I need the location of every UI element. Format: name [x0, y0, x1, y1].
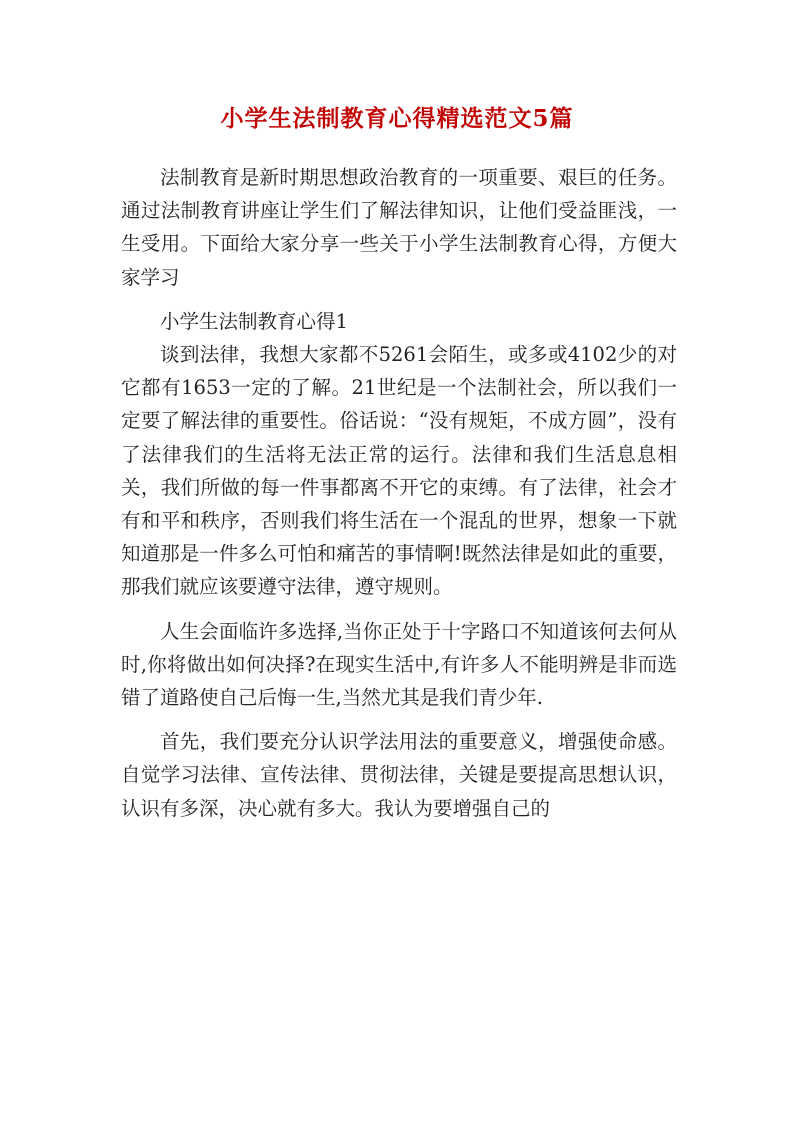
section-heading: 小学生法制教育心得1	[160, 309, 348, 333]
document-body	[121, 161, 677, 825]
intro-paragraph: 法制教育是新时期思想政治教育的一项重要、艰巨的任务。通过法制教育讲座让学生们了解法律知识，让他们受益匪浅，一生受用。下面给大家分享一些关于小学生法制教育心得，方便大家学习	[121, 166, 677, 289]
document-title: 小学生法制教育心得精选范文5篇	[220, 105, 574, 132]
body-paragraph-3: 首先，我们要充分认识学法用法的重要意义，增强使命感。自觉学习法律、宣传法律、贯彻法律，关键是要提高思想认识，认识有多深，决心就有多大。我认为要增强自己的	[121, 730, 677, 820]
body-paragraph-1: 谈到法律，我想大家都不5261会陌生，或多或4102少的对它都有1653一定的了解。21世纪是一个法制社会，所以我们一定要了解法律的重要性。俗话说：“没有规矩，不成方圆”，没有了法律我们的生活将无法正常的运行。法律和我们生活息息相关，我们所做的每一件事都离不开它的束缚。有了法律，社会才有和平和秩序，否则我们将生活在一个混乱的世界，想象一下就知道那是一件多么可怕和痛苦的事情啊!既然法律是如此的重要，那我们就应该要遵守法律，遵守规则。	[121, 343, 677, 599]
body-paragraph-2: 人生会面临许多选择,当你正处于十字路口不知道该何去何从时,你将做出如何决择?在现实生活中,有许多人不能明辨是非而选错了道路使自己后悔一生,当然尤其是我们青少年.	[121, 619, 677, 710]
